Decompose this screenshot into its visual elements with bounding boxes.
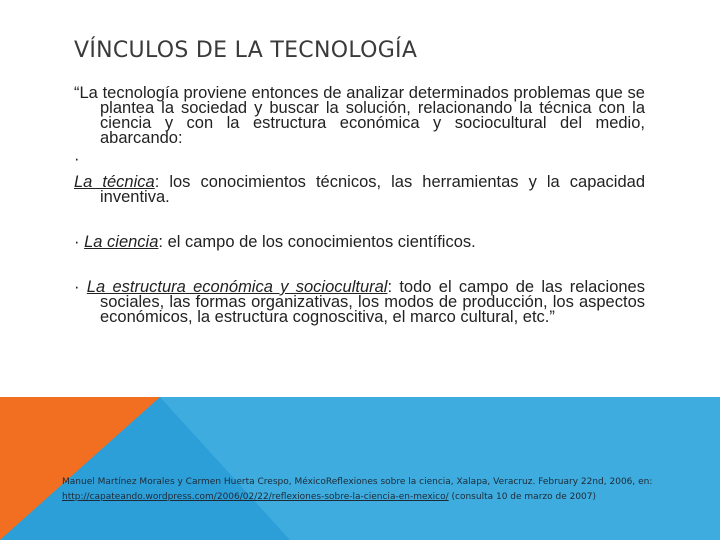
item-tecnica	[74, 175, 645, 205]
quote-intro: “La tecnología proviene entonces de analizar determinados problemas que se plantea la sociedad y buscar la solución, relacionando la técnica con la ciencia y con la estructura económica y sociocultural del medio, abarcando:	[74, 84, 645, 147]
citation-text: Manuel Martínez Morales y Carmen Huerta Crespo, MéxicoReflexiones sobre la ciencia, Xalapa, Veracruz. February 22nd, 2006, en:	[62, 477, 653, 487]
text-estructura: : todo el campo de las relaciones sociales, las formas organizativas, los modos de producción, los aspectos económicos, la estructura cognoscitiva, el marco cultural, etc.”	[100, 278, 645, 326]
text-tecnica: : los conocimientos técnicos, las herramientas y la capacidad inventiva.	[100, 173, 646, 206]
text-ciencia: : el campo de los conocimientos científicos.	[158, 233, 476, 251]
prefix-estructura: ·	[74, 278, 87, 296]
bullet-marker: ·	[74, 150, 80, 168]
citation	[62, 475, 682, 505]
citation-link[interactable]: http://capateando.wordpress.com/2006/02/22/reflexiones-sobre-la-ciencia-en-mexico/	[62, 492, 449, 502]
slide-title: VÍNCULOS DE LA TECNOLOGÍA	[74, 38, 418, 63]
footer-decoration	[0, 397, 720, 540]
item-ciencia	[74, 235, 645, 250]
term-ciencia: La ciencia	[84, 233, 159, 251]
term-estructura: La estructura económica y sociocultural	[86, 278, 388, 296]
footer-band	[0, 397, 720, 540]
citation-consulta: (consulta 10 de marzo de 2007)	[448, 492, 597, 502]
slide-body	[74, 86, 645, 325]
prefix-ciencia: ·	[74, 233, 85, 251]
item-estructura	[74, 280, 645, 325]
term-tecnica: La técnica	[74, 173, 155, 191]
